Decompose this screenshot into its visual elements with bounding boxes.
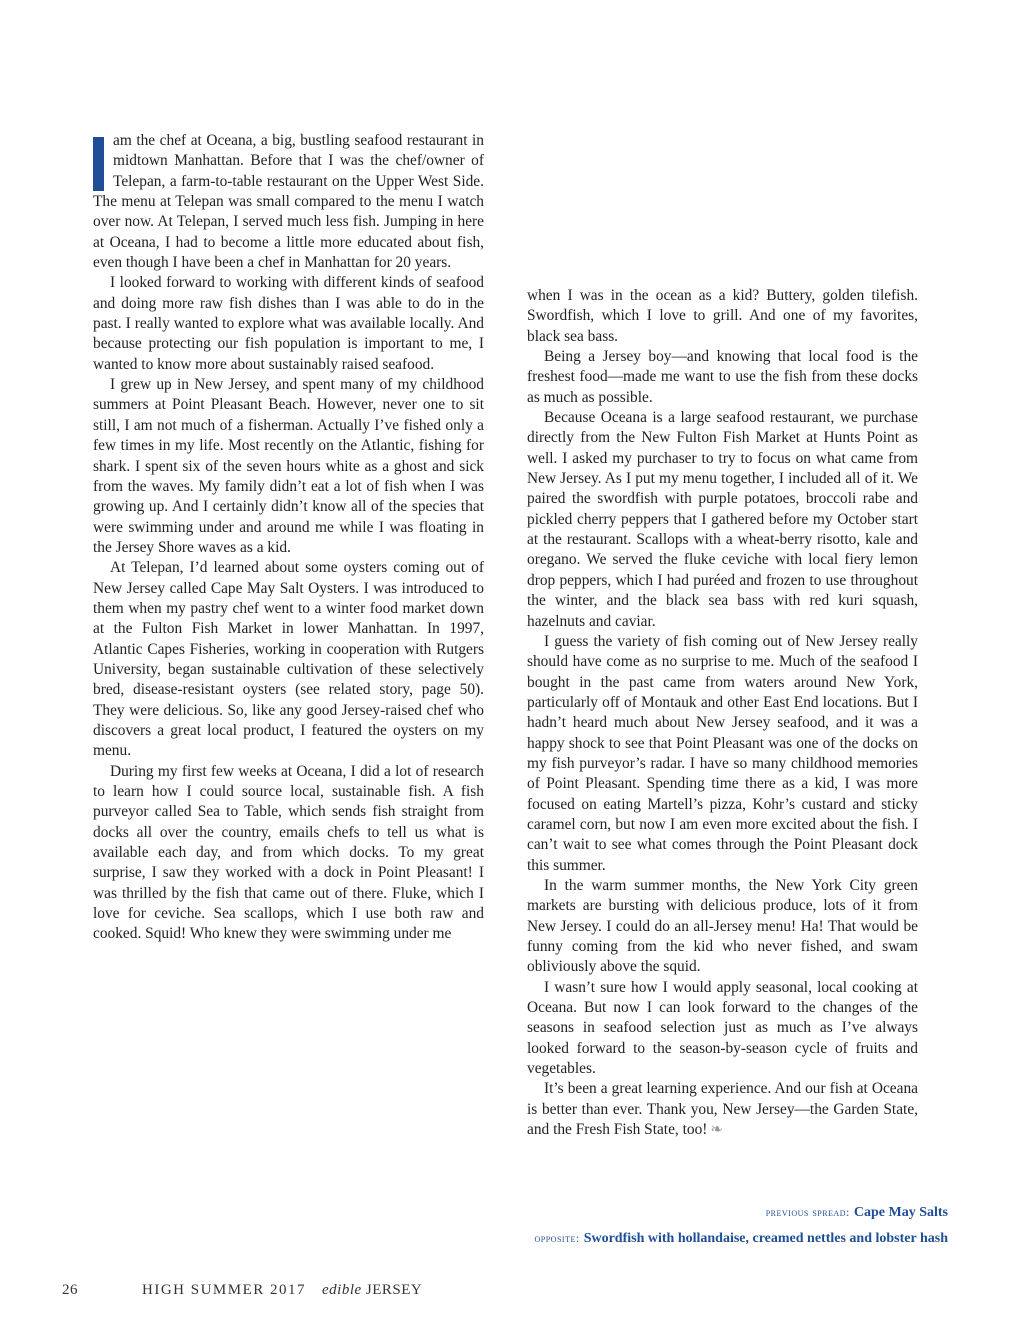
article-paragraph: In the warm summer months, the New York City green markets are bursting with delicious produce, lots of it from New Jersey. I could do an all-Jersey menu! Ha! That would be funny coming from the kid who never fished, and swam obliviously above the squid. — [527, 876, 918, 976]
article-paragraph: when I was in the ocean as a kid? Buttery, golden tilefish. Swordfish, which I love to grill. And one of my favorites, black sea bass. — [527, 287, 918, 345]
article-paragraph: I looked forward to working with different kinds of seafood and doing more raw fish dishes than I was able to do in the past. I really wanted to explore what was available locally. And because protecting our fish population is important to me, I wanted to know more about sustainably raised seafood. — [93, 274, 484, 373]
article-paragraph: Because Oceana is a large seafood restaurant, we purchase directly from the New Fulton Fish Market at Hunts Point as well. I asked my purchaser to try to focus on what came from New Jersey. As I put my menu together, I included all of it. We paired the swordfish with purple potatoes, broccoli rabe and pickled cherry peppers that I gathered before my October start at the restaurant. Scallops with a wheat-berry risotto, kale and oregano. We served the fluke ceviche with local fiery lemon drop peppers, which I had puréed and frozen to use throughout the winter, and the black sea bass with red kuri squash, hazelnuts and caviar. — [527, 409, 918, 630]
caption-label: opposite: — [534, 1231, 580, 1245]
article-left-column — [93, 131, 484, 945]
article-paragraph — [527, 1079, 918, 1140]
paragraph-text: It’s been a great learning experience. And our fish at Oceana is better than ever. Thank you, New Jersey—the Garden State, and the Fresh Fish State, too! — [527, 1080, 918, 1139]
article-paragraph: Being a Jersey boy—and knowing that local food is the freshest food—made me want to use the fish from these docks as much as possible. — [527, 348, 918, 406]
issue-label: HIGH SUMMER 2017 — [142, 1282, 307, 1298]
end-mark-icon: ❧ — [710, 1122, 723, 1139]
paragraph-text: am the chef at Oceana, a big, bustling seafood restaurant in midtown Manhattan. Before that I was the chef/owner of Telepan, a farm-to-table restaurant on the Upper West Side. The menu at Telepan was small compared to the menu I watch over now. At Telepan, I served much less fish. Jumping in here at Oceana, I had to become a little more educated about fish, even though I have been a chef in Manhattan for 20 years. — [93, 132, 484, 272]
caption-label: previous spread: — [765, 1205, 850, 1219]
article-paragraph: I grew up in New Jersey, and spent many of my childhood summers at Point Pleasant Beach. However, never one to sit still, I am not much of a fisherman. Actually I’ve fished only a few times in my life. Most recently on the Atlantic, fishing for shark. I spent six of the seven hours white as a ghost and sick from the waves. My family didn’t eat a lot of fish when I was growing up. And I certainly didn’t know all of the species that were swimming under and around me while I was floating in the Jersey Shore waves as a kid. — [93, 376, 484, 556]
article-paragraph: I wasn’t sure how I would apply seasonal, local cooking at Oceana. But now I can look forward to the changes of the seasons in seafood selection just as much as I’ve always looked forward to the season-by-season cycle of fruits and vegetables. — [527, 978, 918, 1078]
caption-previous-spread — [766, 1203, 948, 1221]
page-number: 26 — [62, 1282, 78, 1298]
caption-text: Swordfish with hollandaise, creamed nettles and lobster hash — [583, 1231, 948, 1246]
magazine-name: JERSEY — [365, 1282, 423, 1298]
article-paragraph: At Telepan, I’d learned about some oysters coming out of New Jersey called Cape May Salt Oysters. I was introduced to them when my pastry chef went to a winter food market down at the Fulton Fish Market in lower Manhattan. In 1997, Atlantic Capes Fisheries, working in cooperation with Rutgers University, began sustainable cultivation of these selectively bred, disease-resistant oysters (see related story, page 50). They were delicious. So, like any good Jersey-raised chef who discovers a great local product, I featured the oysters on my menu. — [93, 559, 484, 760]
article-right-column — [527, 286, 918, 1140]
caption-text: Cape May Salts — [853, 1205, 948, 1220]
caption-opposite — [535, 1229, 949, 1247]
article-paragraph — [93, 131, 484, 273]
magazine-title — [322, 1282, 422, 1299]
magazine-prefix: edible — [322, 1282, 362, 1298]
article-paragraph: I guess the variety of fish coming out of New Jersey really should have come as no surprise to me. Much of the seafood I bought in the past came from waters around New York, particularly off of Montauk and other East End locations. But I hadn’t heard much about New Jersey seafood, and it was a happy shock to see that Point Pleasant was one of the docks on my fish purveyor’s radar. I have so many childhood memories of Point Pleasant. Spending time there as a kid, I was more focused on eating Martell’s pizza, Kohr’s custard and sticky caramel corn, but now I am even more excited about the fish. I can’t wait to see what comes through the Point Pleasant dock this summer. — [527, 632, 918, 874]
drop-cap — [93, 137, 104, 191]
article-paragraph: During my first few weeks at Oceana, I did a lot of research to learn how I could source local, sustainable fish. A fish purveyor called Sea to Table, which sends fish straight from docks all over the country, emails chefs to tell us what is available each day, and from which docks. To my great surprise, I saw they worked with a dock in Point Pleasant! I was thrilled by the fish that came out of there. Fluke, which I love for ceviche. Sea scallops, which I use both raw and cooked. Squid! Who knew they were swimming under me — [93, 762, 484, 943]
